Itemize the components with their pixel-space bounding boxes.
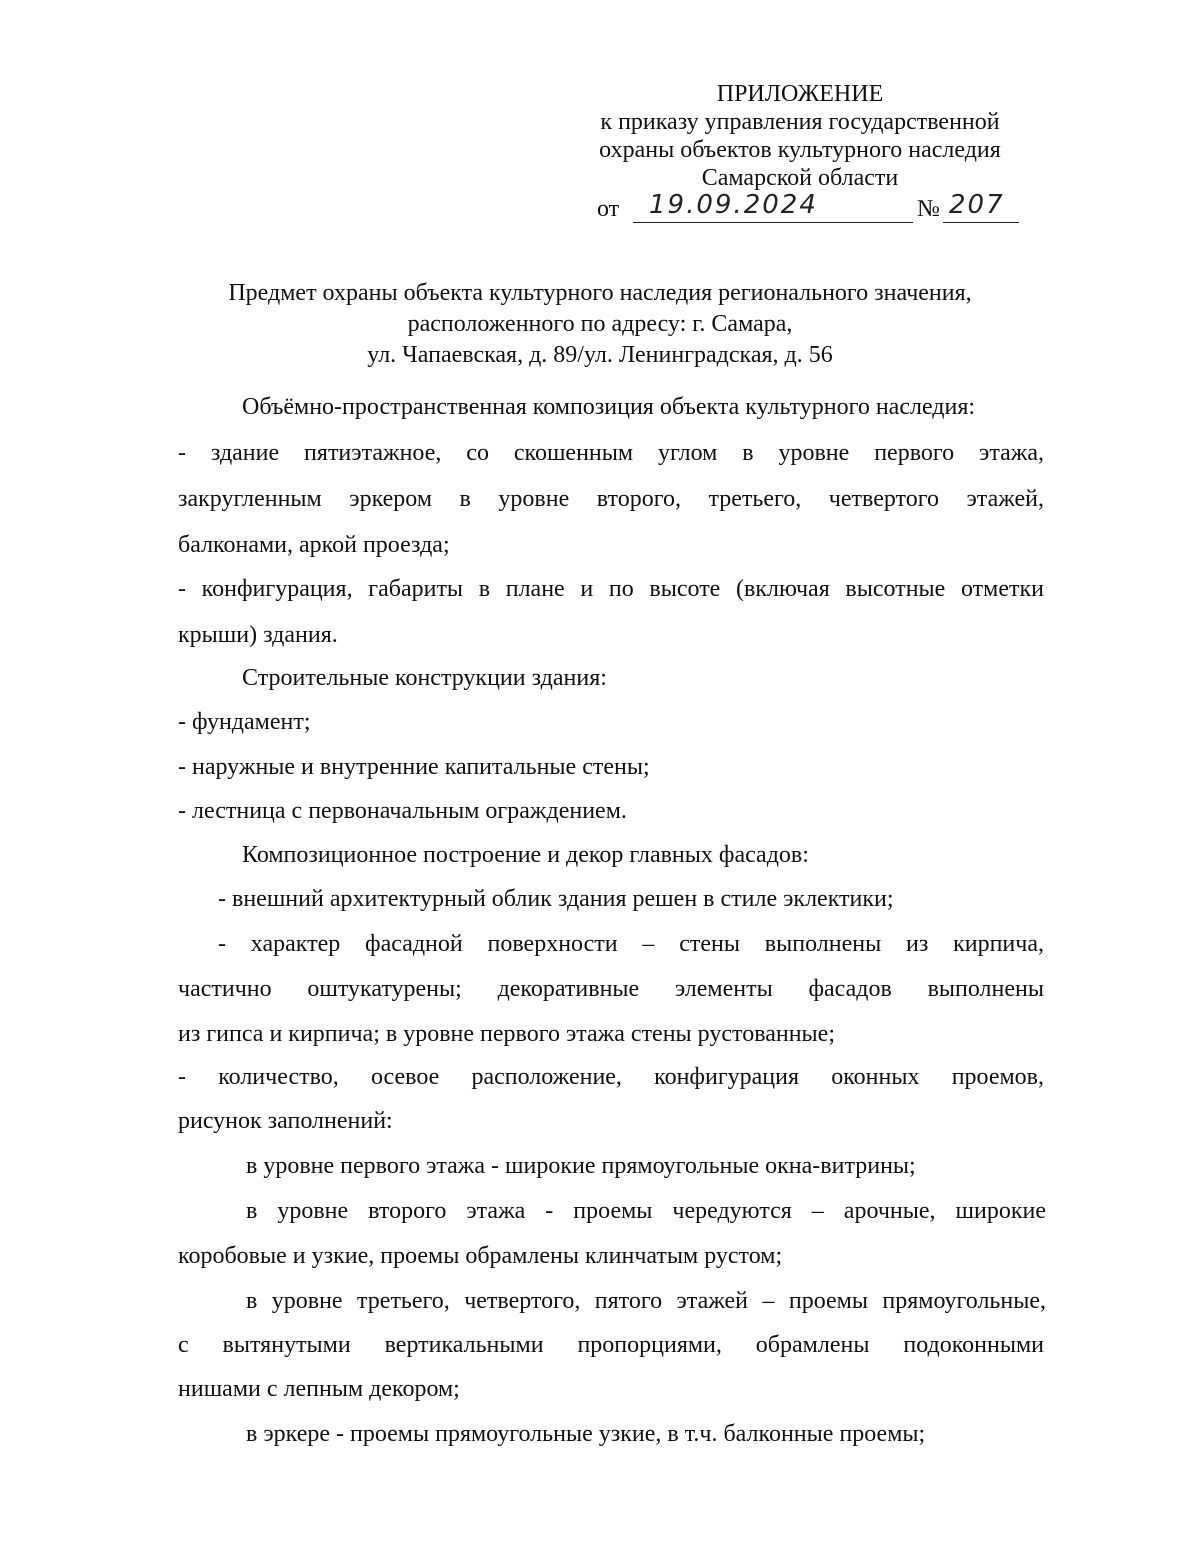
appendix-block xyxy=(560,80,1060,192)
number-handwritten: 207 xyxy=(949,190,1005,220)
text-line: коробовые и узкие, проемы обрамлены клинчатым рустом; xyxy=(178,1243,783,1269)
text-line: закругленным эркером в уровне второго, третьего, четвертого этажей, xyxy=(178,486,1044,512)
heading-line-2: расположенного по адресу: г. Самара, xyxy=(407,311,793,337)
text-line: - характер фасадной поверхности – стены выполнены из кирпича, xyxy=(218,931,1044,957)
date-handwritten: 19.09.2024 xyxy=(649,190,818,220)
text-line: - конфигурация, габариты в плане и по высоте (включая высотные отметки xyxy=(178,576,1044,602)
document-heading xyxy=(160,278,1040,371)
section-title-composition: Объёмно-пространственная композиция объекта культурного наследия: xyxy=(242,394,976,420)
heading-line-3: ул. Чапаевская, д. 89/ул. Ленинградская, д. 56 xyxy=(367,342,833,368)
text-line: частично оштукатурены; декоративные элементы фасадов выполнены xyxy=(178,976,1044,1002)
text-line: - лестница с первоначальным ограждением. xyxy=(178,798,627,824)
text-line: в эркере - проемы прямоугольные узкие, в т.ч. балконные проемы; xyxy=(246,1421,926,1447)
section-title-structures: Строительные конструкции здания: xyxy=(242,665,607,691)
text-line: - здание пятиэтажное, со скошенным углом в уровне первого этажа, xyxy=(178,440,1044,466)
text-line: из гипса и кирпича; в уровне первого этажа стены рустованные; xyxy=(178,1021,835,1047)
section-title-facades: Композиционное построение и декор главных фасадов: xyxy=(242,842,809,868)
appendix-line-3: Самарской области xyxy=(701,165,899,191)
appendix-title: ПРИЛОЖЕНИЕ xyxy=(716,81,884,107)
text-line: - наружные и внутренние капитальные стены; xyxy=(178,754,650,780)
heading-line-1: Предмет охраны объекта культурного наследия регионального значения, xyxy=(228,280,972,306)
text-line: - фундамент; xyxy=(178,709,311,735)
appendix-line-2: охраны объектов культурного наследия xyxy=(599,137,1001,163)
text-line: балконами, аркой проезда; xyxy=(178,532,450,558)
appendix-line-1: к приказу управления государственной xyxy=(600,109,1000,135)
date-label: от xyxy=(597,196,620,222)
text-line: в уровне третьего, четвертого, пятого этажей – проемы прямоугольные, xyxy=(246,1288,1046,1314)
number-label: № xyxy=(917,196,940,222)
text-line: - количество, осевое расположение, конфигурация оконных проемов, xyxy=(178,1064,1044,1090)
order-date-number xyxy=(597,190,1027,226)
text-line: в уровне первого этажа - широкие прямоугольные окна-витрины; xyxy=(246,1153,916,1179)
text-line: - внешний архитектурный облик здания решен в стиле эклектики; xyxy=(218,886,894,912)
text-line: рисунок заполнений: xyxy=(178,1108,393,1134)
text-line: нишами с лепным декором; xyxy=(178,1376,460,1402)
text-line: с вытянутыми вертикальными пропорциями, обрамлены подоконными xyxy=(178,1332,1044,1358)
text-line: в уровне второго этажа - проемы чередуются – арочные, широкие xyxy=(246,1198,1046,1224)
text-line: крыши) здания. xyxy=(178,622,338,648)
